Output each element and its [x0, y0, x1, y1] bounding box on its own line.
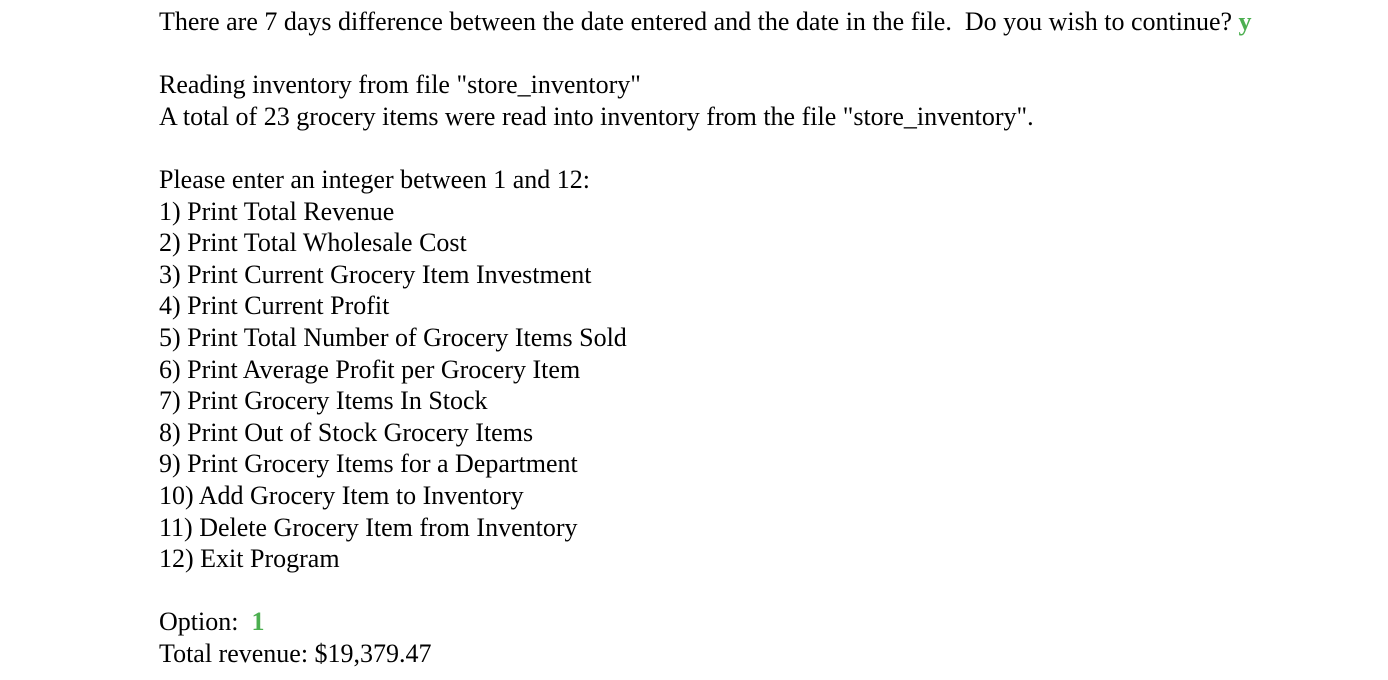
spacer: [159, 132, 1369, 164]
menu-item: [159, 543, 1369, 575]
console-output: [159, 6, 1369, 669]
menu-item: [159, 354, 1369, 386]
menu-header: Please enter an integer between 1 and 12:: [159, 164, 590, 194]
spacer: [159, 575, 1369, 607]
option-label: Option:: [159, 607, 252, 637]
menu-item-label: Add Grocery Item to Inventory: [198, 480, 524, 510]
menu-item: [159, 448, 1369, 480]
menu-item: [159, 259, 1369, 291]
menu-item-label: Print Grocery Items for a Department: [187, 449, 578, 479]
menu-item-number: 1): [159, 196, 181, 226]
menu-item: [159, 512, 1369, 544]
menu-item-number: 10): [159, 480, 194, 510]
option-line: [159, 606, 1369, 638]
menu-item-number: 7): [159, 386, 181, 416]
menu-item-label: Print Out of Stock Grocery Items: [187, 417, 534, 447]
menu-item-label: Delete Grocery Item from Inventory: [199, 512, 578, 542]
total-revenue-output: Total revenue: $19,379.47: [159, 638, 432, 668]
option-input: 1: [251, 607, 265, 637]
menu-item-number: 8): [159, 417, 181, 447]
menu-item-number: 3): [159, 259, 181, 289]
menu-item-number: 5): [159, 322, 181, 352]
menu-item-label: Print Total Number of Grocery Items Sold: [187, 322, 627, 352]
menu-item-label: Print Total Revenue: [187, 196, 395, 226]
menu-item: [159, 196, 1369, 228]
reading-status-line: Reading inventory from file "store_inventory": [159, 70, 641, 100]
continue-prompt-text: There are 7 days difference between the date entered and the date in the file. Do you wish to continue?: [159, 7, 1239, 36]
menu-item: [159, 227, 1369, 259]
menu-item-number: 9): [159, 449, 181, 479]
menu-item-label: Print Current Grocery Item Investment: [187, 259, 592, 289]
menu-item-number: 2): [159, 228, 181, 258]
spacer: [159, 38, 1369, 70]
menu-item: [159, 480, 1369, 512]
menu-item-number: 11): [159, 512, 193, 542]
items-read-line: A total of 23 grocery items were read into inventory from the file "store_inventory".: [159, 101, 1034, 131]
menu-item-label: Print Average Profit per Grocery Item: [187, 354, 581, 384]
continue-prompt-line: [159, 6, 1369, 38]
menu-item-number: 4): [159, 291, 181, 321]
menu-item-label: Print Grocery Items In Stock: [187, 386, 488, 416]
menu-item-number: 12): [159, 544, 194, 574]
menu-item: [159, 290, 1369, 322]
menu-item-label: Print Current Profit: [187, 291, 390, 321]
continue-answer-input: y: [1238, 7, 1252, 36]
menu-item-label: Exit Program: [200, 544, 340, 574]
menu-item: [159, 385, 1369, 417]
menu-item-number: 6): [159, 354, 181, 384]
menu-item: [159, 322, 1369, 354]
menu-item-label: Print Total Wholesale Cost: [187, 228, 467, 258]
menu-item: [159, 417, 1369, 449]
